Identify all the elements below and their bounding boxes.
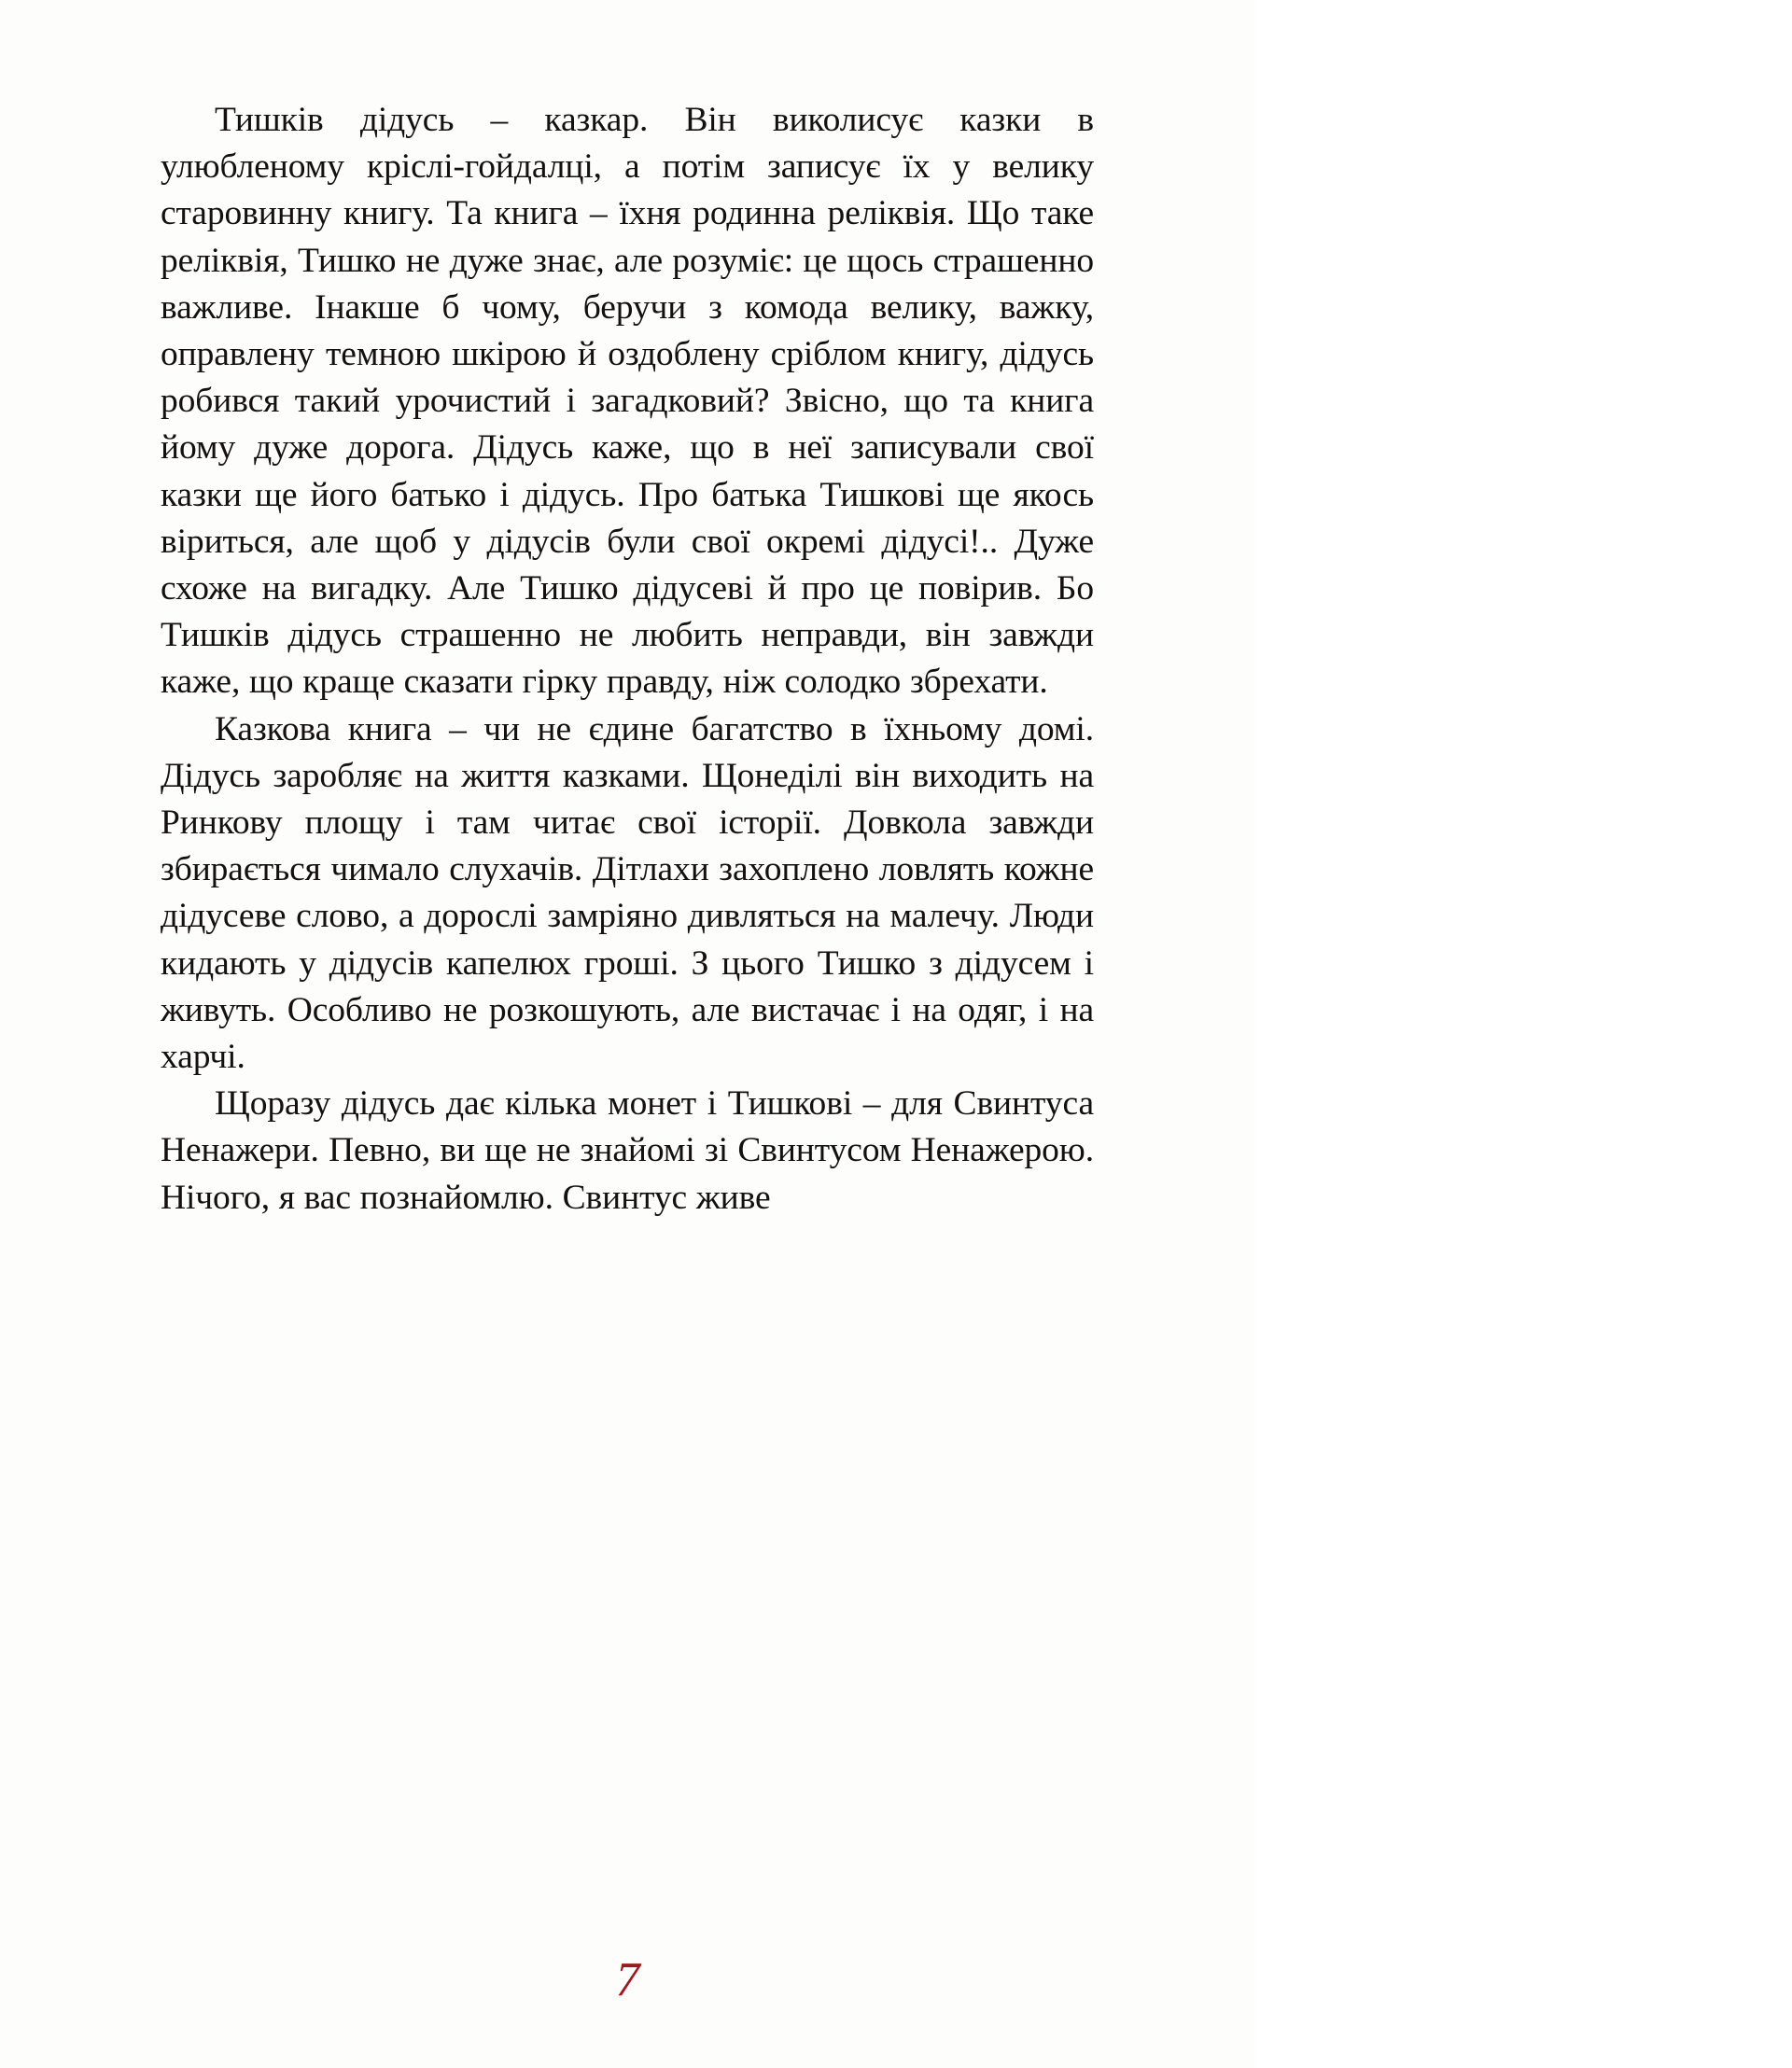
paragraph-1: Тишків дідусь – казкар. Він виколисує казки в улюбленому кріслі-гойдалці, а потім записує їх у велику старовинну книгу. Та книга – їхня родинна реліквія. Що таке реліквія, Тишко не дуже знає, але розуміє: це щось страшенно важливе. Інакше б чому, беручи з комода велику, важку, оправлену темною шкірою й оздоблену сріблом книгу, дідусь робився такий урочистий і загадковий? Звісно, що та книга йому дуже дорога. Дідусь каже, що в неї записували свої казки ще його батько і дідусь. Про батька Тишкові ще якось віриться, але щоб у дідусів були свої окремі дідусі!.. Дуже схоже на вигадку. Але Тишко дідусеві й про це повірив. Бо Тишків дідусь страшенно не любить неправди, він завжди каже, що краще сказати гірку правду, ніж солодко збрехати. — [161, 101, 1094, 702]
paragraph-2: Казкова книга – чи не єдине багатство в їхньому домі. Дідусь заробляє на життя казками. Щонеділі він виходить на Ринкову площу і там читає свої історії. Довкола завжди збирається чимало слухачів. Дітлахи захоплено ловлять кожне дідусеве слово, а дорослі замріяно дивляться на малечу. Люди кидають у дідусів капелюх гроші. З цього Тишко з дідусем і живуть. Особливо не розкошують, але вистачає і на одяг, і на харчі. — [161, 709, 1094, 1077]
page-text-body — [161, 97, 1094, 1222]
paragraph-3: Щоразу дідусь дає кілька монет і Тишкові – для Свинтуса Ненажери. Певно, ви ще не знайомі зі Свинтусом Ненажерою. Нічого, я вас познайомлю. Свинтус живе — [161, 1084, 1094, 1217]
page-number-folio: 7 — [615, 1953, 640, 2006]
